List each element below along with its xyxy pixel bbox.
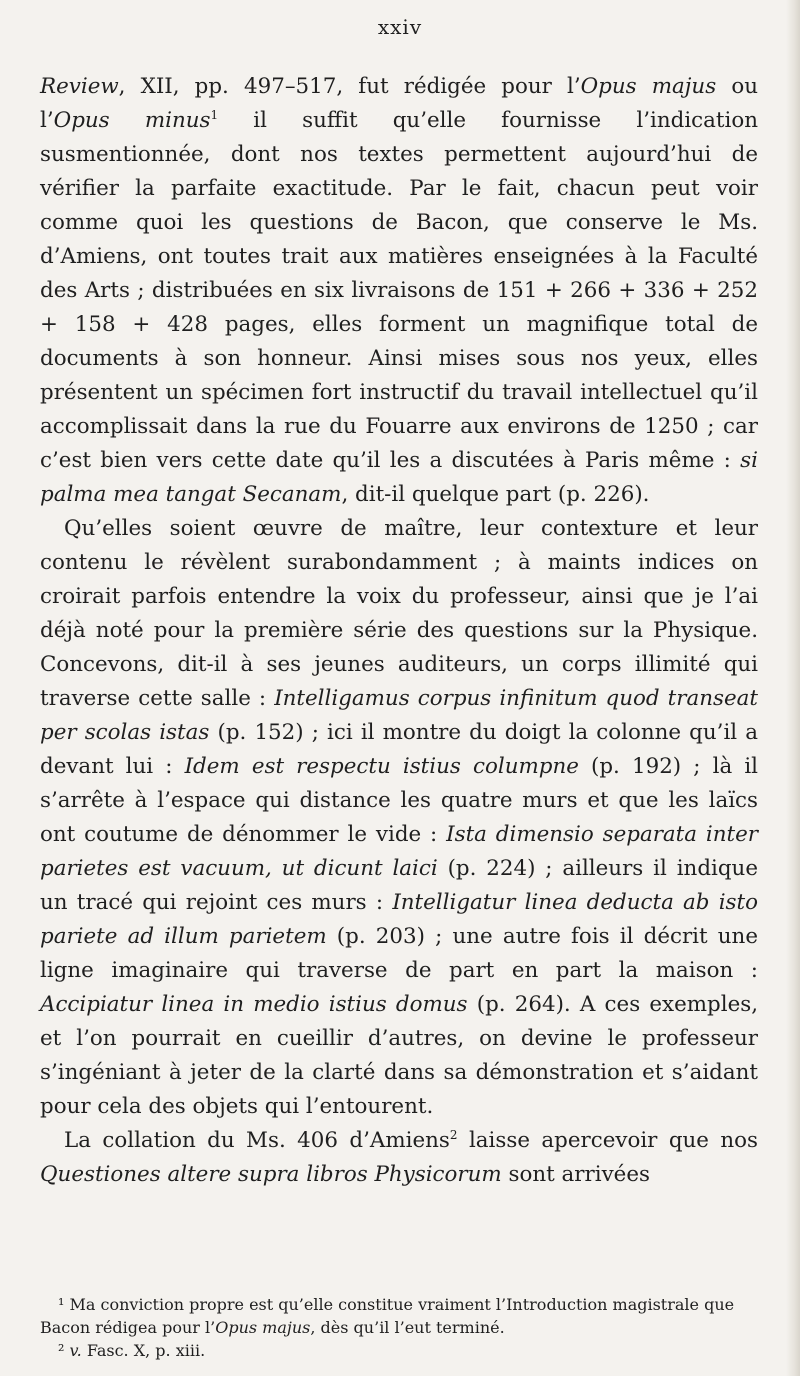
text-span: ²	[58, 1341, 70, 1360]
text-span: (p. 203) ; une autre fois il décrit une ligne imaginaire qui traverse de part en part la maison :	[40, 924, 758, 983]
italic-span: Accipiatur linea in medio istius domus	[40, 992, 468, 1017]
paragraph	[40, 70, 758, 512]
text-span: Qu’elles soient œuvre de maître, leur contexture et leur contenu le révèlent surabondamment ; à maints indices on croirait parfois entendre la voix du professeur, ainsi que je l’ai déjà noté pour la première série des questions sur la Physique. Concevons, dit-il à ses jeunes auditeurs, un corps illimité qui traverse cette salle :	[40, 516, 758, 711]
text-span: ¹ Ma conviction propre est qu’elle constitue vraiment l’Introduction magistrale que Bacon rédigea pour l’	[40, 1295, 735, 1337]
page-number: xxiv	[377, 15, 423, 39]
italic-span: v.	[69, 1341, 82, 1360]
italic-span: Review	[40, 74, 119, 99]
italic-span: si palma mea tangat Secanam	[40, 448, 758, 507]
text-span: , XII, pp. 497–517, fut rédigée pour l’	[118, 74, 581, 99]
italic-span: Opus majus	[580, 74, 717, 99]
footnote-ref: 1	[210, 107, 219, 122]
text-span: (p. 264). A ces exemples, et l’on pourrait en cueillir d’autres, on devine le professeur s’ingéniant à jeter de la clarté dans sa démonstration et s’aidant pour cela des objets qui l’entourent.	[40, 992, 758, 1119]
italic-span: Idem est respectu istius columpne	[184, 754, 579, 779]
page-edge-shadow	[786, 0, 800, 1376]
main-text	[40, 70, 758, 1192]
text-span: , dit-il quelque part (p. 226).	[341, 482, 650, 507]
paragraph	[40, 512, 758, 1124]
footnotes	[40, 1293, 762, 1362]
text-span: (p. 152) ; ici il montre du doigt la colonne qu’il a devant lui :	[40, 720, 758, 779]
italic-span: Ista dimensio separata inter parietes est vacuum, ut dicunt laici	[40, 822, 759, 881]
text-span: (p. 224) ; ailleurs il indique un tracé qui rejoint ces murs :	[40, 856, 758, 915]
text-span: La collation du Ms. 406 d’Amiens	[64, 1128, 450, 1153]
footnote	[40, 1293, 762, 1339]
footnote-ref: 2	[449, 1127, 458, 1142]
text-span: Fasc. X, p. xiii.	[81, 1341, 206, 1360]
footnote	[40, 1339, 762, 1362]
italic-span: Intelligamus corpus infinitum quod transeat per scolas istas	[40, 686, 758, 745]
text-span: il suffit qu’elle fournisse l’indication susmentionnée, dont nos textes permettent aujourd’hui de vérifier la parfaite exactitude. Par le fait, chacun peut voir comme quoi les questions de Bacon, que conserve le Ms. d’Amiens, ont toutes trait aux matières enseignées à la Faculté des Arts ; distribuées en six livraisons de 151 + 266 + 336 + 252 + 158 + 428 pages, elles forment un magnifique total de documents à son honneur. Ainsi mises sous nos yeux, elles présentent un spécimen fort instructif du travail intellectuel qu’il accomplissait dans la rue du Fouarre aux environs de 1250 ; car c’est bien vers cette date qu’il les a discutées à Paris même :	[40, 108, 758, 473]
italic-span: Opus majus	[215, 1318, 311, 1337]
italic-span: Opus minus	[53, 108, 211, 133]
text-span: (p. 192) ; là il s’arrête à l’espace qui distance les quatre murs et que les laïcs ont coutume de dénommer le vide :	[40, 754, 758, 847]
text-span: laisse apercevoir que nos	[457, 1128, 759, 1153]
italic-span: Questiones altere supra libros Physicorum	[40, 1162, 502, 1187]
italic-span: Intelligatur linea deducta ab isto pariete ad illum parietem	[40, 890, 758, 949]
text-span: ou l’	[40, 74, 758, 133]
paragraph	[40, 1124, 758, 1192]
text-span: sont arrivées	[501, 1162, 650, 1187]
text-span: , dès qu’il l’eut terminé.	[310, 1318, 505, 1337]
